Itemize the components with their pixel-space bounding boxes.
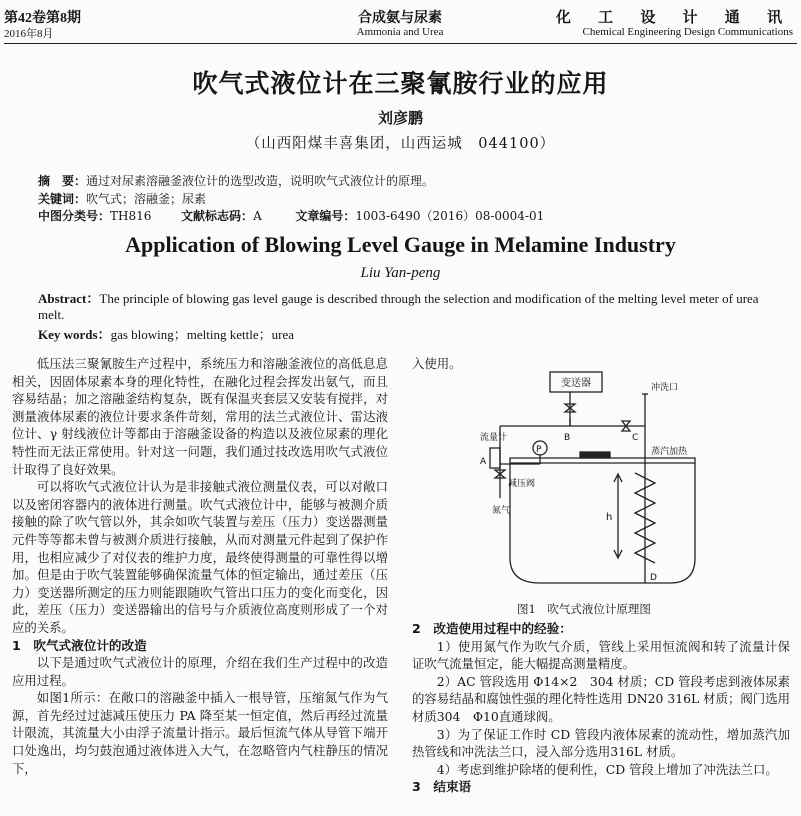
point-c-label: C bbox=[632, 433, 639, 443]
transmitter-label: 变送器 bbox=[561, 378, 591, 389]
clc-label: 中图分类号： bbox=[38, 209, 111, 223]
flange bbox=[580, 452, 610, 458]
section-heading: 2 改造使用过程中的经验： bbox=[412, 621, 572, 636]
figure-1-diagram bbox=[470, 368, 730, 600]
journal2-name-en: Chemical Engineering Design Communications bbox=[582, 26, 793, 38]
classification-line bbox=[38, 207, 544, 224]
paragraph: 可以将吹气式液位计认为是非接触式液位测量仪表，可以对敞口以及密闭容器内的液体进行测量。吹气式液位计中，能够与被测介质接触的除了吹气管以外，其余如吹气装置与差压（压力）变送器测量元件等等都未曾与被测介质进行接触，从而对测量元件起到了保护作用，也相应减少了对仪表的维护力度，最终使得测量的可靠性得以增加。但是由于吹气装置能够确保流量气体的恒定输出，通过差压（压力）变送器所测定的压力则能跟随吹气管出口压力的变化而变化，因此，差压（压力）变送器输出的信号与介质液位高度则形成了一个对应的关系。 bbox=[12, 479, 388, 635]
abstract-en-text: The principle of blowing gas level gauge is described through the selection and modification of the melting level meter of urea melt. bbox=[38, 291, 759, 322]
paragraph: 如图1所示：在敞口的溶融釜中插入一根导管，压缩氮气作为气源，首先经过过滤减压使压力 PA 降至某一恒定值，然后再经过流量计限流，其流量大小由浮子流量计指示。最后恒流气体从导管下端开口处逸出，均匀鼓泡通过液体进入大气，在忽略管内气柱静压的情况下， bbox=[12, 690, 388, 776]
keywords-cn-text: 吹气式；溶融釜；尿素 bbox=[86, 192, 207, 206]
keywords-en-label: Key words： bbox=[38, 327, 111, 342]
paragraph: 2）AC 管段选用 Φ14×2 304 材质；CD 管段考虑到液体尿素的容易结晶和腐蚀性强的理化特性选用 DN20 316L 材质；阀门选用材质304 Φ10直通球阀。 bbox=[412, 673, 790, 724]
flush-port-text: 冲洗口 bbox=[651, 383, 679, 393]
paragraph: 1）使用氮气作为吹气介质，管线上采用恒流阀和转了流量计保证吹气流量恒定，能大幅提高测量精度。 bbox=[412, 638, 790, 672]
abstract-cn bbox=[38, 172, 434, 189]
article-no-label: 文章编号： bbox=[295, 209, 356, 223]
journal2-name-cn: 化 工 设 计 通 讯 bbox=[555, 8, 793, 26]
keywords-en-text: gas blowing；melting kettle；urea bbox=[110, 327, 294, 342]
point-b-label: B bbox=[564, 433, 571, 443]
melting-kettle bbox=[510, 458, 695, 583]
header-rule bbox=[4, 43, 797, 44]
pressure-valve-label: 减压阀 bbox=[508, 479, 536, 489]
paragraph: 4）考虑到维护除堵的便利性，CD 管段上增加了冲洗法兰口。 bbox=[436, 761, 778, 777]
flush-port-label bbox=[651, 381, 678, 393]
section-heading: 3 结束语 bbox=[412, 779, 472, 795]
flowmeter-body bbox=[490, 448, 500, 468]
paper-title-en: Application of Blowing Level Gauge in Melamine Industry bbox=[125, 232, 676, 257]
keywords-en bbox=[38, 324, 294, 343]
doc-code-value: A bbox=[253, 209, 262, 223]
steam-heating-label: 蒸汽加热 bbox=[651, 447, 688, 457]
paragraph: 低压法三聚氰胺生产过程中，系统压力和溶融釜液位的高低息息相关，因固体尿素本身的理化特性，在融化过程会挥发出氨气，而且容易结晶；加之溶融釜结构复杂，既有保温夹套层又安装有搅拌，对测量液体尿素的液位计要求条件苛刻，常用的法兰式液位计、雷达液位计、γ 射线液位计等都由于溶融釜设备的构造以及液位尿素的理化特性而无法正常使用。针对这一问题，我们通过技改选用吹气式液位计取得了良好效果。 bbox=[12, 356, 388, 477]
paragraph: 以下是通过吹气式液位计的原理，介绍在我们生产过程中的改造应用过程。 bbox=[12, 655, 388, 688]
left-column bbox=[12, 355, 388, 777]
point-a-label: A bbox=[480, 457, 487, 467]
section-heading: 1 吹气式液位计的改造 bbox=[12, 637, 147, 653]
journal-name-en: Ammonia and Urea bbox=[356, 26, 444, 38]
journal-date: 2016年8月 bbox=[4, 28, 54, 40]
right-column-bottom bbox=[412, 620, 790, 796]
doc-code-label: 文献标志码： bbox=[181, 209, 254, 223]
clc-value: TH816 bbox=[110, 209, 152, 223]
paragraph: 入使用。 bbox=[412, 356, 462, 371]
abstract-en bbox=[38, 291, 788, 323]
abstract-cn-label: 摘 要： bbox=[38, 174, 87, 188]
nitrogen-label: 氮气 bbox=[492, 506, 511, 516]
journal-volume: 第42卷第8期 bbox=[4, 11, 81, 26]
point-d-label: D bbox=[650, 573, 657, 583]
pressure-gauge-label: P bbox=[536, 445, 542, 455]
height-label: h bbox=[606, 512, 613, 523]
author-cn: 刘彦鹏 bbox=[377, 109, 423, 127]
flowmeter-label: 流量计 bbox=[480, 433, 508, 443]
author-en: Liu Yan-peng bbox=[360, 265, 441, 281]
keywords-cn-label: 关键词： bbox=[38, 192, 87, 206]
figure-caption: 图1 吹气式液位计原理图 bbox=[517, 602, 651, 616]
journal-name-cn: 合成氨与尿素 bbox=[358, 10, 442, 26]
paragraph: 3）为了保证工作时 CD 管段内液体尿素的流动性，增加蒸汽加热管线和冲洗法兰口，浸入部分选用316L 材质。 bbox=[412, 726, 790, 760]
article-no-value: 1003-6490（2016）08-0004-01 bbox=[355, 209, 545, 223]
paper-title-cn: 吹气式液位计在三聚氰胺行业的应用 bbox=[192, 69, 609, 98]
affiliation-cn: （山西阳煤丰喜集团，山西运城 044100） bbox=[245, 136, 556, 152]
abstract-cn-text: 通过对尿素溶融釜液位计的选型改造，说明吹气式液位计的原理。 bbox=[86, 174, 435, 188]
abstract-en-label: Abstract： bbox=[38, 291, 100, 306]
keywords-cn bbox=[38, 190, 206, 207]
